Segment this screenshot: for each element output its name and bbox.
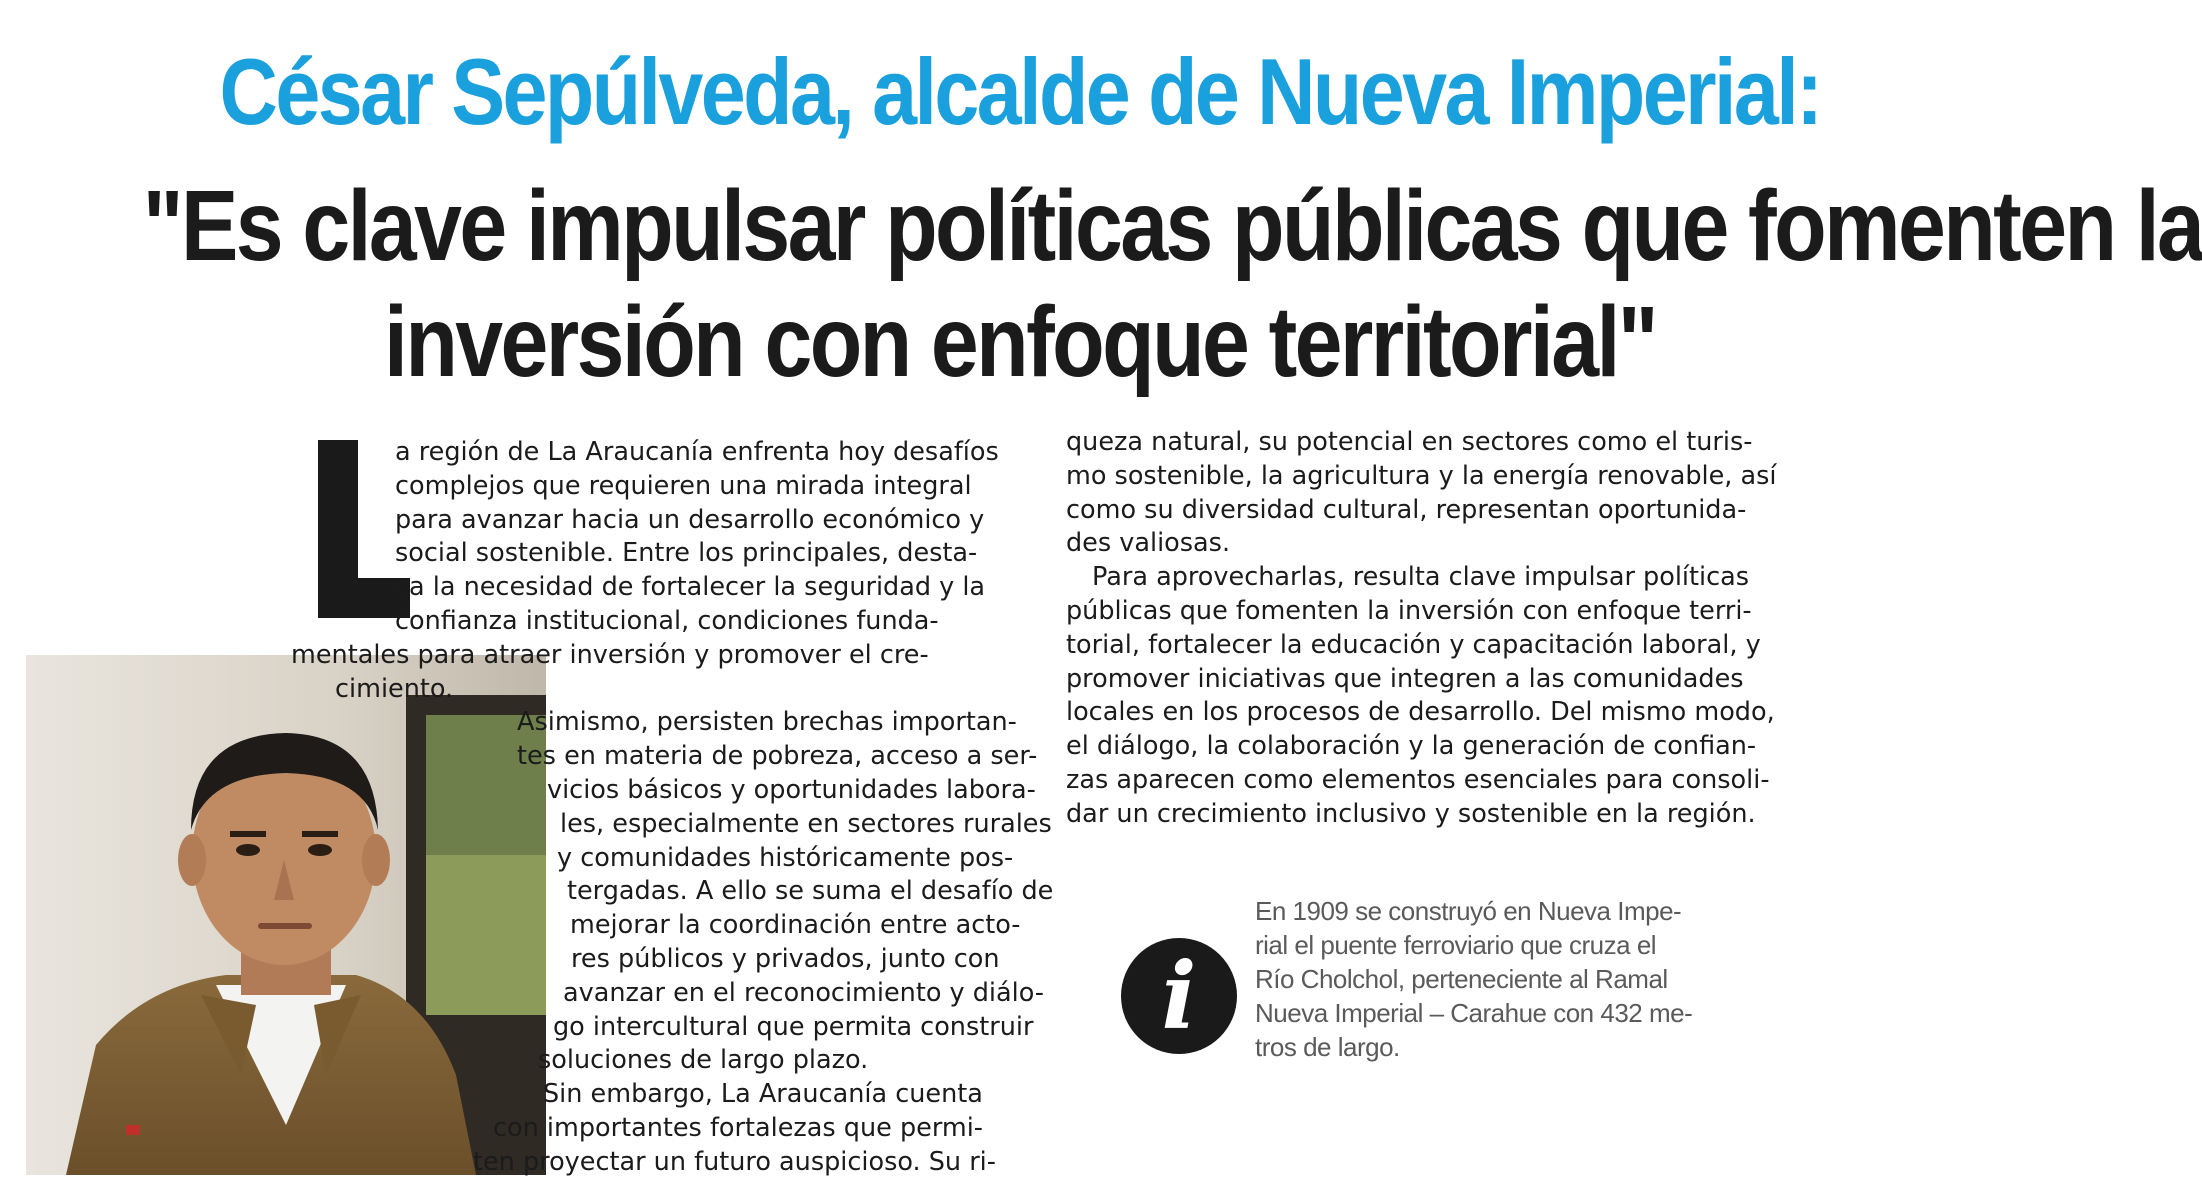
article-line: queza natural, su potencial en sectores como el turis- <box>1066 427 1753 457</box>
article-line: para avanzar hacia un desarrollo económico y <box>395 504 985 535</box>
article-line: mo sostenible, la agricultura y la energía renovable, así <box>1066 460 1777 491</box>
article-line: res públicos y privados, junto con <box>571 943 1000 974</box>
article-line: como su diversidad cultural, representan oportunida- <box>1066 494 1747 525</box>
article-line: zas aparecen como elementos esenciales para consoli- <box>1066 764 1770 795</box>
article-line: mejorar la coordinación entre acto- <box>570 910 1021 941</box>
article-line: soluciones de largo plazo. <box>538 1045 869 1076</box>
article-line: tergadas. A ello se suma el desafío de <box>567 876 1054 907</box>
article-line: a región de La Araucanía enfrenta hoy desafíos <box>395 437 999 467</box>
article-column-1 <box>291 436 1054 1180</box>
article-line: Para aprovecharlas, resulta clave impulsar políticas <box>1092 562 1750 593</box>
info-line: Nueva Imperial – Carahue con 432 me- <box>1255 998 1693 1028</box>
article-line: públicas que fomenten la inversión con enfoque terri- <box>1066 595 1752 626</box>
headline-quote-line: inversión con enfoque territorial" <box>384 286 1656 398</box>
headline-quote <box>142 168 2202 400</box>
info-icon-glyph: i <box>1161 942 1197 1050</box>
article-line: go intercultural que permita construir <box>553 1011 1034 1042</box>
article-line: les, especialmente en sectores rurales <box>560 808 1052 839</box>
article-line: ca la necesidad de fortalecer la seguridad y la <box>395 572 986 603</box>
article-line: ten proyectar un futuro auspicioso. Su ri- <box>473 1146 996 1177</box>
article-line: y comunidades históricamente pos- <box>557 842 1014 873</box>
article-line: confianza institucional, condiciones funda- <box>395 605 939 636</box>
article-line: con importantes fortalezas que permi- <box>493 1112 983 1143</box>
article-line: dar un crecimiento inclusivo y sostenible en la región. <box>1066 798 1756 829</box>
article-line: avanzar en el reconocimiento y diálo- <box>563 977 1044 1008</box>
headline-quote-line: "Es clave impulsar políticas públicas que fomenten la <box>142 170 2202 282</box>
article-line: Asimismo, persisten brechas importan- <box>517 707 1017 738</box>
article-line: locales en los procesos de desarrollo. Del mismo modo, <box>1066 697 1775 728</box>
article-line: mentales para atraer inversión y promover el cre- <box>291 639 929 670</box>
article-line: vicios básicos y oportunidades labora- <box>547 774 1036 805</box>
article-line: cimiento. <box>335 673 454 704</box>
article-line: tes en materia de pobreza, acceso a ser- <box>517 741 1038 772</box>
article-line: des valiosas. <box>1066 528 1231 559</box>
info-icon <box>1121 938 1237 1054</box>
info-line: rial el puente ferroviario que cruza el <box>1255 930 1657 960</box>
info-line: Río Cholchol, perteneciente al Ramal <box>1255 964 1668 994</box>
info-line: En 1909 se construyó en Nueva Impe- <box>1255 896 1682 926</box>
article-line: social sostenible. Entre los principales, desta- <box>395 538 978 569</box>
article-column-2 <box>1066 426 1806 832</box>
article-line: el diálogo, la colaboración y la generación de confian- <box>1066 731 1757 762</box>
drop-cap-letter: L <box>118 240 119 241</box>
headline-kicker: César Sepúlveda, alcalde de Nueva Imperial: <box>219 39 1821 144</box>
article-line: torial, fortalecer la educación y capacitación laboral, y <box>1066 629 1761 660</box>
article-line: complejos que requieren una mirada integral <box>395 470 972 501</box>
info-box-text <box>1255 894 1715 1064</box>
article-line: promover iniciativas que integren a las comunidades <box>1066 663 1744 694</box>
article-line: Sin embargo, La Araucanía cuenta <box>543 1079 983 1110</box>
info-line: tros de largo. <box>1255 1032 1400 1062</box>
